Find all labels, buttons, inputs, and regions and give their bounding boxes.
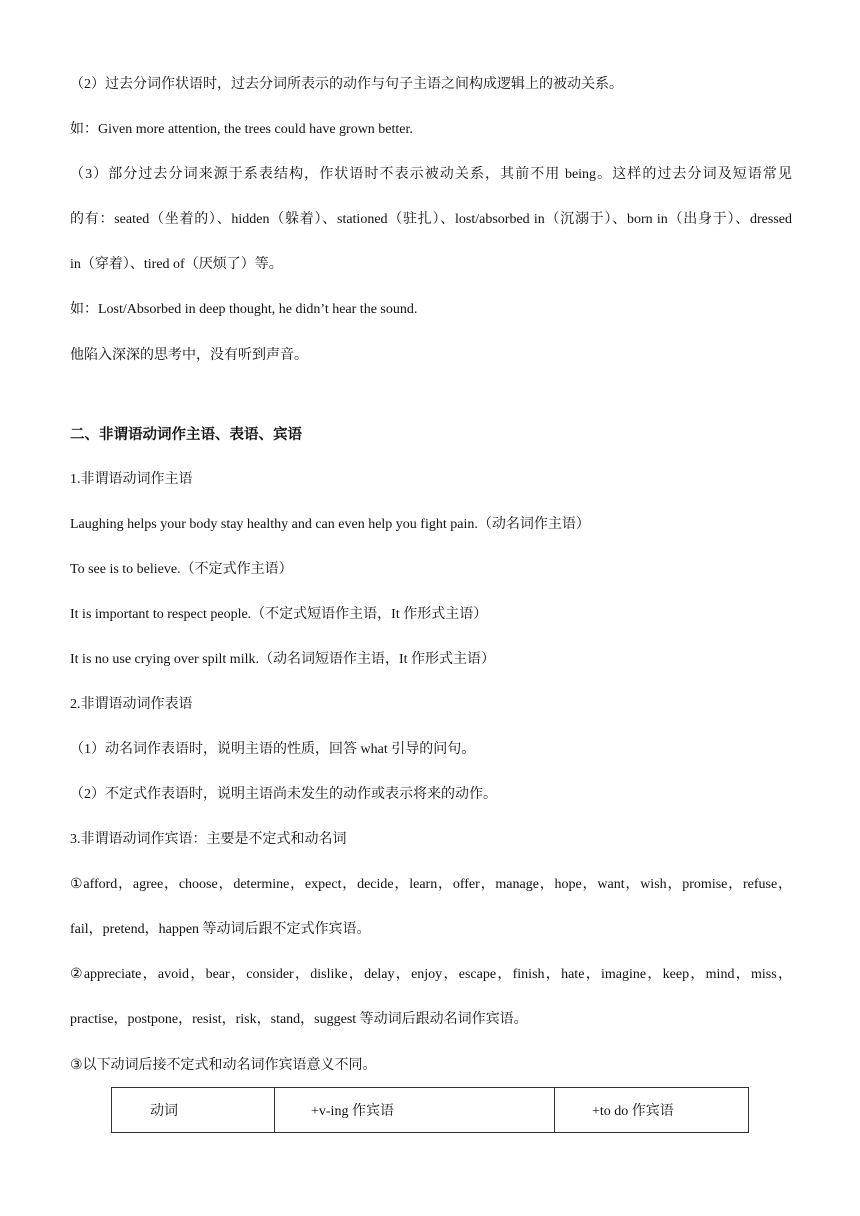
point-gerund-predicative: （1）动名词作表语时，说明主语的性质，回答 what 引导的问句。 [70, 742, 476, 757]
example-to-see: To see is to believe.（不定式作主语） [70, 562, 293, 577]
paragraph-past-participle-3-end: in（穿着）、tired of（厌烦了）等。 [70, 257, 283, 272]
list-infinitive-verbs: ①afford，agree，choose，determine，expect，decide，learn，offer，manage，hope，want，wish，promise，refuse， [70, 877, 792, 892]
header-to-do-object: +to do 作宾语 [555, 1088, 749, 1133]
header-verb: 动词 [112, 1088, 275, 1133]
example-respect-people: It is important to respect people.（不定式短语作主语，It 作形式主语） [70, 607, 488, 622]
paragraph-past-participle-3-cont: 的有：seated（坐着的）、hidden（躲着）、stationed（驻扎）、lost/absorbed in（沉溺于）、born in（出身于）、dressed [70, 212, 792, 227]
verb-comparison-table [111, 1087, 749, 1133]
subheading-object: 3.非谓语动词作宾语：主要是不定式和动名词 [70, 832, 347, 847]
paragraph-past-participle-2: （2）过去分词作状语时，过去分词所表示的动作与句子主语之间构成逻辑上的被动关系。 [70, 77, 623, 92]
section-heading-2: 二、非谓语动词作主语、表语、宾语 [70, 427, 302, 443]
paragraph-past-participle-3: （3）部分过去分词来源于系表结构，作状语时不表示被动关系，其前不用 being。这样的过去分词及短语常见 [70, 167, 792, 182]
list-gerund-verbs-end: practise，postpone，resist，risk，stand，suggest 等动词后跟动名词作宾语。 [70, 1012, 528, 1027]
intro-meaning-difference: ③以下动词后接不定式和动名词作宾语意义不同。 [70, 1057, 377, 1073]
point-infinitive-predicative: （2）不定式作表语时，说明主语尚未发生的动作或表示将来的动作。 [70, 787, 497, 802]
example-laughing: Laughing helps your body stay healthy and can even help you fight pain.（动名词作主语） [70, 517, 590, 532]
example-translation: 他陷入深深的思考中，没有听到声音。 [70, 347, 308, 363]
subheading-predicative: 2.非谓语动词作表语 [70, 697, 193, 712]
subheading-subject: 1.非谓语动词作主语 [70, 472, 193, 487]
example-lost-absorbed: 如：Lost/Absorbed in deep thought, he didn’t hear the sound. [70, 302, 418, 317]
header-ving-object: +v-ing 作宾语 [275, 1088, 555, 1133]
table-header-row [112, 1088, 749, 1133]
list-gerund-verbs: ②appreciate，avoid，bear，consider，dislike，delay，enjoy，escape，finish，hate，imagine，keep，mind，miss， [70, 967, 792, 982]
list-infinitive-verbs-end: fail，pretend，happen 等动词后跟不定式作宾语。 [70, 922, 371, 937]
example-spilt-milk: It is no use crying over spilt milk.（动名词短语作主语，It 作形式主语） [70, 652, 496, 667]
example-given-attention: 如：Given more attention, the trees could have grown better. [70, 122, 413, 137]
